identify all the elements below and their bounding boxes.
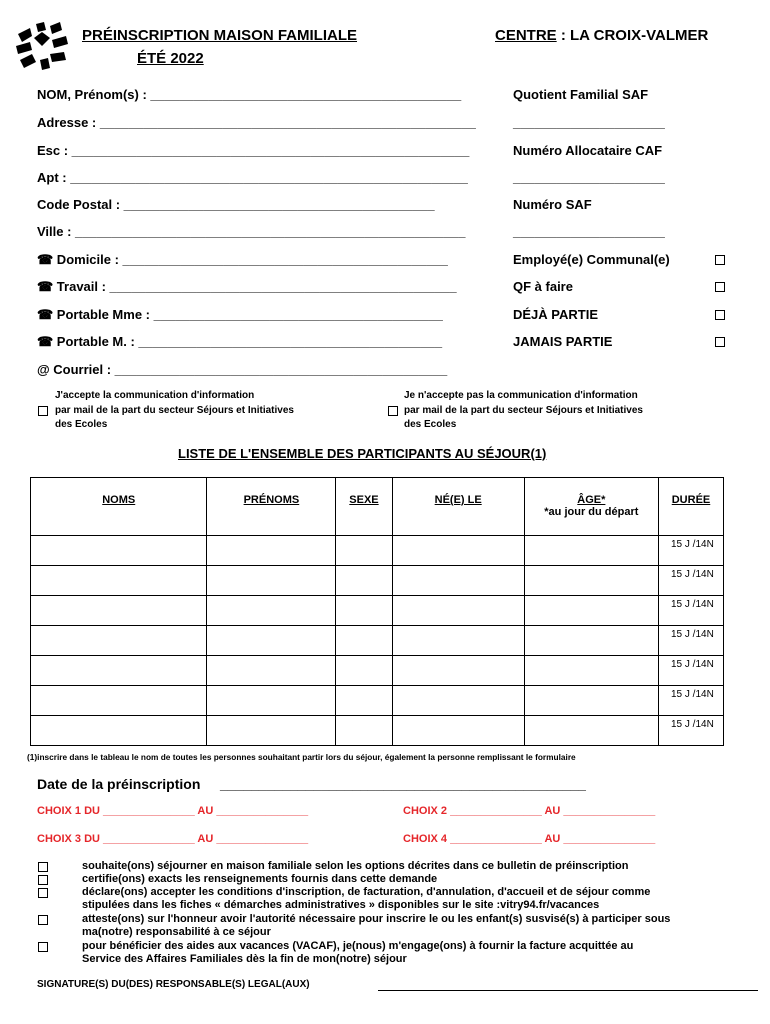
table-row[interactable] <box>31 716 724 746</box>
date-field[interactable]: _______________________________________________ <box>220 776 586 792</box>
field-courriel[interactable]: @ Courriel : ______________________________________________ <box>37 362 448 377</box>
duree-cell: 15 J /14N <box>658 566 723 596</box>
declaration-4-cont: ma(notre) responsabilité à ce séjour <box>82 926 271 938</box>
deja-partie-label: DÉJÀ PARTIE <box>513 307 598 322</box>
duree-cell: 15 J /14N <box>658 686 723 716</box>
quotient-familial-field[interactable]: _____________________ <box>513 115 665 130</box>
age-note: *au jour du départ <box>544 506 639 518</box>
participants-table <box>30 477 724 746</box>
deja-partie-checkbox[interactable] <box>715 310 725 320</box>
refuse-checkbox[interactable] <box>388 406 398 416</box>
table-row[interactable] <box>31 596 724 626</box>
table-row[interactable] <box>31 686 724 716</box>
centre-label: CENTRE <box>495 27 557 44</box>
field-nom[interactable]: NOM, Prénom(s) : ___________________________________________ <box>37 87 462 102</box>
table-row[interactable] <box>31 656 724 686</box>
centre-value: : LA CROIX-VALMER <box>556 27 709 44</box>
form-season: ÉTÉ 2022 <box>137 50 204 67</box>
duree-cell: 15 J /14N <box>658 716 723 746</box>
centre-heading <box>495 27 708 44</box>
form-title: PRÉINSCRIPTION MAISON FAMILIALE <box>82 27 358 44</box>
choix-3[interactable]: CHOIX 3 DU _______________ AU _______________ <box>37 833 309 845</box>
quotient-familial-label: Quotient Familial SAF <box>513 87 649 102</box>
declaration-5-checkbox[interactable] <box>38 942 48 952</box>
accept-checkbox[interactable] <box>38 406 48 416</box>
col-noms: NOMS <box>31 478 207 536</box>
jamais-partie-label: JAMAIS PARTIE <box>513 334 613 349</box>
col-prenoms: PRÉNOMS <box>207 478 336 536</box>
declaration-2-checkbox[interactable] <box>38 875 48 885</box>
accept-line-1: J'accepte la communication d'information <box>55 390 255 401</box>
field-portable-mme[interactable]: ☎ Portable Mme : ________________________________________ <box>37 307 443 322</box>
declaration-4-checkbox[interactable] <box>38 915 48 925</box>
jamais-partie-checkbox[interactable] <box>715 337 725 347</box>
qf-a-faire-checkbox[interactable] <box>715 282 725 292</box>
duree-cell: 15 J /14N <box>658 656 723 686</box>
declaration-1-checkbox[interactable] <box>38 862 48 872</box>
signature-label: SIGNATURE(S) DU(DES) RESPONSABLE(S) LEGAL(AUX) <box>37 979 310 990</box>
col-ne-le: NÉ(E) LE <box>392 478 524 536</box>
table-row[interactable] <box>31 626 724 656</box>
col-age: ÂGE* *au jour du départ <box>524 478 658 536</box>
declaration-3-cont: stipulées dans les fiches « démarches administratives » disponibles sur le site :vitry94.fr/vacances <box>82 899 600 911</box>
numero-saf-field[interactable]: _____________________ <box>513 224 665 239</box>
organization-logo <box>14 20 70 72</box>
field-domicile[interactable]: ☎ Domicile : _____________________________________________ <box>37 252 448 267</box>
choix-1[interactable]: CHOIX 1 DU _______________ AU _______________ <box>37 805 309 817</box>
accept-line-3: des Ecoles <box>55 419 108 430</box>
signature-field[interactable] <box>378 990 758 991</box>
declaration-1: souhaite(ons) séjourner en maison familiale selon les options décrites dans ce bulletin de préinscription <box>82 860 629 872</box>
participants-title: LISTE DE L'ENSEMBLE DES PARTICIPANTS AU SÉJOUR(1) <box>178 446 547 461</box>
field-portable-m[interactable]: ☎ Portable M. : __________________________________________ <box>37 334 443 349</box>
table-row[interactable] <box>31 566 724 596</box>
table-header-row <box>31 478 724 536</box>
field-travail[interactable]: ☎ Travail : ________________________________________________ <box>37 279 457 294</box>
duree-cell: 15 J /14N <box>658 596 723 626</box>
employe-communal-label: Employé(e) Communal(e) <box>513 252 670 267</box>
employe-communal-checkbox[interactable] <box>715 255 725 265</box>
refuse-line-3: des Ecoles <box>404 419 457 430</box>
field-adresse[interactable]: Adresse : ____________________________________________________ <box>37 115 476 130</box>
numero-caf-field[interactable]: _____________________ <box>513 170 665 185</box>
field-ville[interactable]: Ville : ______________________________________________________ <box>37 224 466 239</box>
col-sexe: SEXE <box>336 478 392 536</box>
numero-caf-label: Numéro Allocataire CAF <box>513 143 663 158</box>
refuse-line-1: Je n'accepte pas la communication d'information <box>404 390 638 401</box>
qf-a-faire-label: QF à faire <box>513 279 573 294</box>
numero-saf-label: Numéro SAF <box>513 197 592 212</box>
accept-line-2: par mail de la part du secteur Séjours et Initiatives <box>55 405 294 416</box>
duree-cell: 15 J /14N <box>658 536 723 566</box>
date-label: Date de la préinscription <box>37 776 201 792</box>
declaration-4: atteste(ons) sur l'honneur avoir l'autorité nécessaire pour inscrire le ou les enfant(s) susvisé(s) à participer sous <box>82 913 671 925</box>
table-row[interactable] <box>31 536 724 566</box>
declaration-5: pour bénéficier des aides aux vacances (VACAF), je(nous) m'engage(ons) à fournir la facture acquittée au <box>82 940 634 952</box>
declaration-3-checkbox[interactable] <box>38 888 48 898</box>
col-duree: DURÉE <box>658 478 723 536</box>
declaration-5-cont: Service des Affaires Familiales dès la fin de mon(notre) séjour <box>82 953 407 965</box>
choix-2[interactable]: CHOIX 2 _______________ AU _______________ <box>403 805 656 817</box>
declaration-3: déclare(ons) accepter les conditions d'inscription, de facturation, d'annulation, d'accueil et de séjour comme <box>82 886 651 898</box>
field-esc[interactable]: Esc : _______________________________________________________ <box>37 143 470 158</box>
choix-4[interactable]: CHOIX 4 _______________ AU _______________ <box>403 833 656 845</box>
field-apt[interactable]: Apt : _______________________________________________________ <box>37 170 468 185</box>
field-code-postal[interactable]: Code Postal : ___________________________________________ <box>37 197 435 212</box>
table-footnote: (1)inscrire dans le tableau le nom de toutes les personnes souhaitant partir lors du séjour, également la personne remplissant le formulaire <box>27 752 576 762</box>
duree-cell: 15 J /14N <box>658 626 723 656</box>
declaration-2: certifie(ons) exacts les renseignements fournis dans cette demande <box>82 873 438 885</box>
refuse-line-2: par mail de la part du secteur Séjours et Initiatives <box>404 405 643 416</box>
